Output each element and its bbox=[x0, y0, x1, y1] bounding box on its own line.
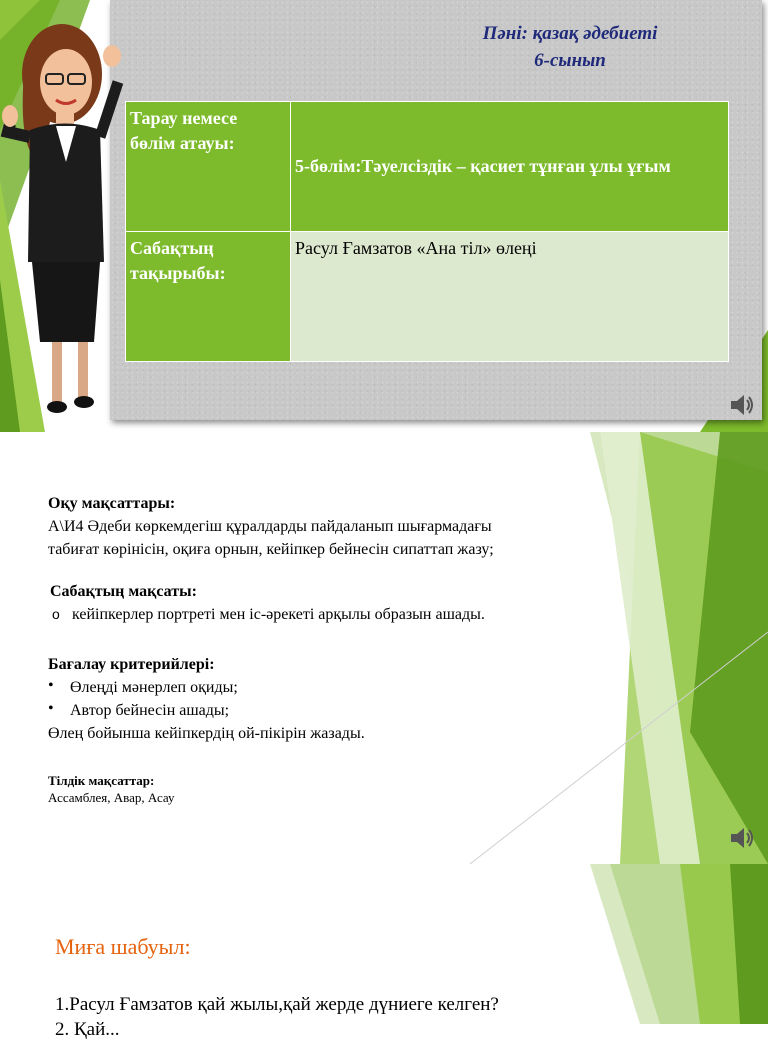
circle-bullet-icon: o bbox=[52, 606, 60, 622]
criteria-extra: Өлең бойынша кейіпкердің ой-пікірін жазады. bbox=[48, 725, 365, 742]
lesson-aim bbox=[50, 580, 485, 626]
language-heading: Тілдік мақсаттар: bbox=[48, 773, 155, 788]
goals-heading: Оқу мақсаттары: bbox=[48, 495, 176, 512]
table-row bbox=[126, 232, 729, 362]
teacher-figure bbox=[0, 12, 125, 422]
brainstorm-heading: Миға шабуыл: bbox=[55, 934, 191, 959]
slide-brainstorm bbox=[0, 864, 768, 1040]
speaker-icon[interactable] bbox=[729, 393, 755, 417]
grade-line: 6-сынып bbox=[534, 50, 606, 71]
subject-line: Пәні: қазақ әдебиеті bbox=[482, 23, 658, 44]
topic-label-cell: Сабақтың тақырыбы: bbox=[126, 232, 291, 362]
question-line: 1.Расул Ғамзатов қай жылы,қай жерде дүниеге келген? bbox=[55, 994, 499, 1015]
lesson-info-table bbox=[125, 101, 729, 362]
bullet-icon: • bbox=[48, 700, 54, 717]
goals-line: А\И4 Әдеби көркемдегіш құралдарды пайдаланып шығармадағы bbox=[48, 518, 492, 535]
bullet-icon: • bbox=[48, 677, 54, 694]
question-line: 2. Қай... bbox=[55, 1019, 120, 1040]
list-item bbox=[48, 699, 365, 722]
language-value: Ассамблея, Авар, Асау bbox=[48, 790, 175, 805]
goals-line: табиғат көрінісін, оқиға орнын, кейіпкер бейнесін сипаттап жазу; bbox=[48, 541, 494, 558]
table-row bbox=[126, 102, 729, 232]
subject-heading bbox=[400, 20, 740, 74]
speaker-icon[interactable] bbox=[729, 826, 755, 850]
list-item bbox=[50, 603, 485, 626]
lesson-aim-heading: Сабақтың мақсаты: bbox=[50, 583, 197, 600]
assessment-criteria bbox=[48, 653, 365, 745]
language-goals bbox=[48, 772, 175, 806]
criteria-heading: Бағалау критерийлері: bbox=[48, 656, 215, 673]
learning-goals bbox=[48, 492, 494, 561]
criteria-text: Автор бейнесін ашады; bbox=[70, 702, 230, 719]
topic-value-cell: Расул Ғамзатов «Ана тіл» өлеңі bbox=[291, 232, 729, 362]
criteria-text: Өлеңді мәнерлеп оқиды; bbox=[70, 679, 238, 696]
slide-title bbox=[0, 0, 768, 432]
list-item bbox=[48, 676, 365, 699]
slide-objectives bbox=[0, 432, 768, 864]
section-label-cell: Тарау немесе бөлім атауы: bbox=[126, 102, 291, 232]
section-value-cell: 5-бөлім:Тәуелсіздік – қасиет тұнған ұлы ұғым bbox=[291, 102, 729, 232]
lesson-aim-text: кейіпкерлер портреті мен іс-әрекеті арқылы образын ашады. bbox=[72, 606, 485, 623]
